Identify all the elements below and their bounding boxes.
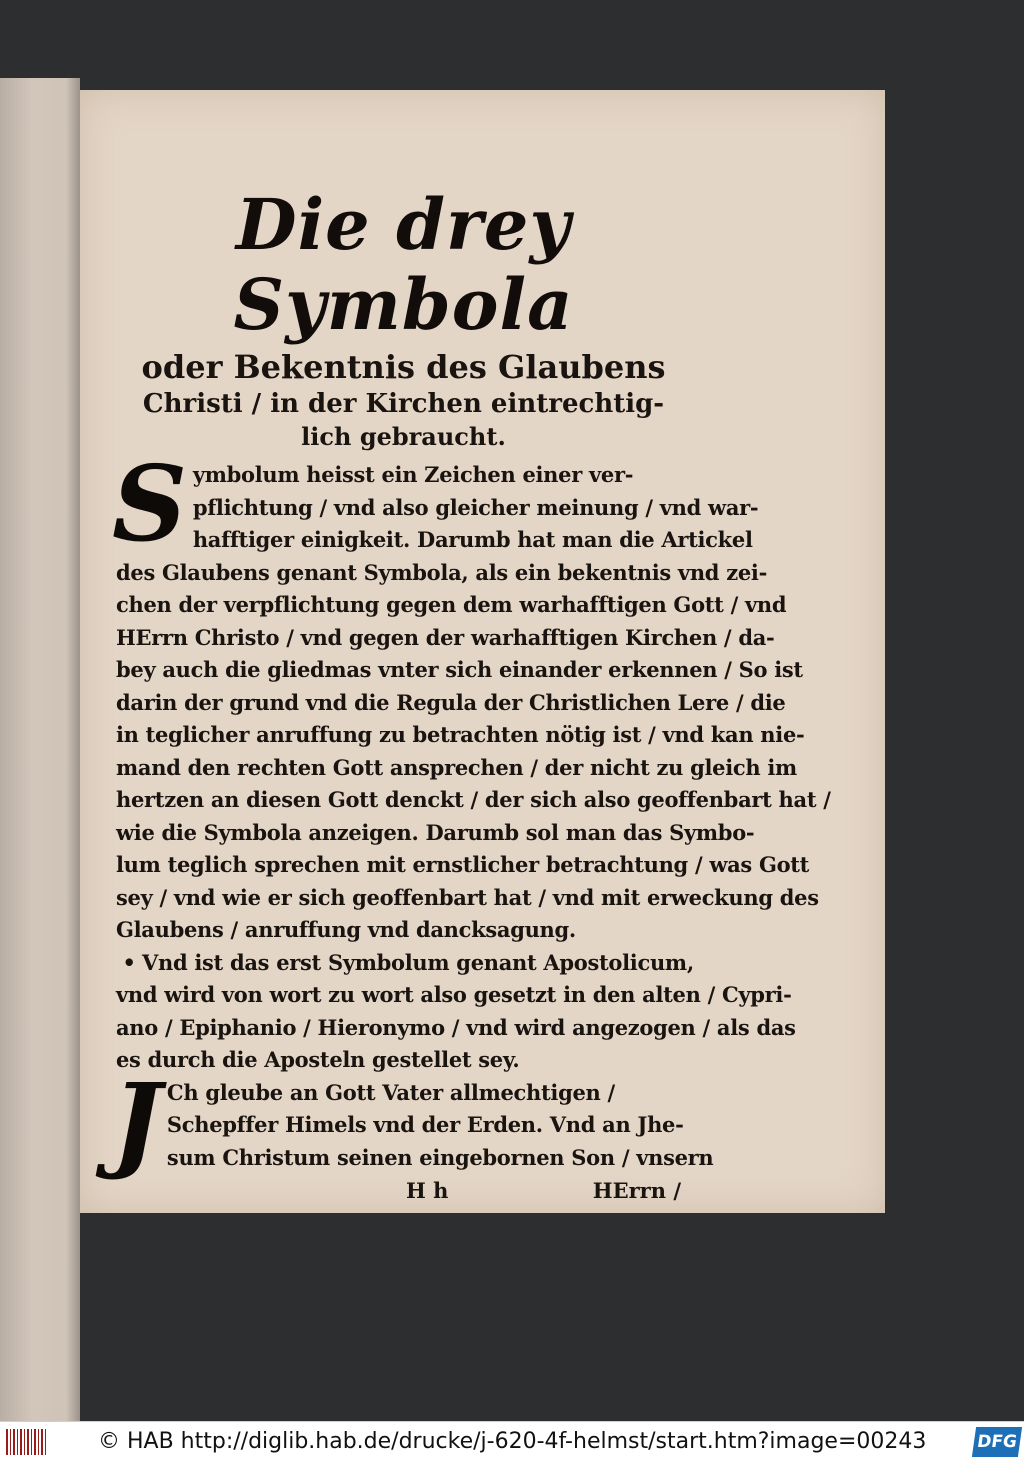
text-line: sey / vnd wie er sich geoffenbart hat / vnd mit erweckung des [116, 884, 819, 910]
drop-cap-s: S [112, 442, 187, 565]
text-line: vnd wird von wort zu wort also gesetzt in den alten / Cypri- [116, 982, 792, 1007]
subtitle-line-2: Christi / in der Kirchen eintrechtig- [142, 389, 665, 419]
text-line: pflichtung / vnd also gleicher meinung / vnd war- [192, 494, 759, 520]
subtitle-line-1: oder Bekentnis des Glaubens [141, 348, 666, 386]
text-line-body: Vnd ist das erst Symbolum genant Apostolicum, [142, 949, 694, 975]
text-line: hafftiger einigkeit. Darumb hat man die Artickel [192, 527, 753, 552]
text-line: chen der verpflichtung gegen dem warhafftigen Gott / vnd [116, 592, 787, 617]
page-text-block [112, 183, 831, 1206]
text-line: Schepffer Himels vnd der Erden. Vnd an Jhe- [166, 1112, 684, 1137]
text-line: wie die Symbola anzeigen. Darumb sol man das Symbo- [116, 819, 755, 845]
viewer-footer [0, 1421, 1024, 1462]
subtitle-line-3: lich gebraucht. [301, 422, 506, 451]
signature-mark: H h [406, 1178, 449, 1203]
text-line: bey auch die gliedmas vnter sich einander erkennen / So ist [116, 657, 803, 682]
copyright-url[interactable]: © HAB http://diglib.hab.de/drucke/j-620-4f-helmst/start.htm?image=00243 [98, 1429, 927, 1454]
book-page [80, 90, 885, 1213]
catchword: HErrn / [592, 1178, 681, 1203]
text-line: mand den rechten Gott ansprechen / der nicht zu gleich im [116, 754, 797, 780]
previous-page-edge [0, 78, 80, 1421]
text-line: in teglicher anruffung zu betrachten nötig ist / vnd kan nie- [116, 722, 805, 747]
page-footer-marks [116, 1176, 691, 1206]
drop-cap-j: J [112, 1059, 161, 1183]
text-line: hertzen an diesen Gott denckt / der sich also geoffenbart hat / [116, 787, 831, 812]
paragraph-apostolicum [116, 947, 796, 1077]
hab-barcode-logo-icon [6, 1429, 48, 1455]
page-title: Die drey Symbola [233, 183, 574, 346]
page-gutter-shadow [66, 78, 80, 1421]
dfg-logo: DFG [972, 1427, 1022, 1457]
text-line: darin der grund vnd die Regula der Christlichen Lere / die [116, 689, 786, 715]
text-line: des Glaubens genant Symbola, als ein bekentnis vnd zei- [116, 559, 767, 585]
text-line: ano / Epiphanio / Hieronymo / vnd wird angezogen / als das [116, 1014, 796, 1040]
text-line: lum teglich sprechen mit ernstlicher betrachtung / was Gott [116, 852, 810, 877]
text-line: ymbolum heisst ein Zeichen einer ver- [192, 462, 634, 487]
text-line: Glaubens / anruffung vnd dancksagung. [116, 917, 576, 942]
paragraph-symbolum [112, 442, 831, 947]
bullet-mark: • [122, 949, 136, 975]
text-line: sum Christum seinen eingebornen Son / vnsern [166, 1144, 714, 1170]
text-line [116, 947, 694, 980]
text-line: HErrn Christo / vnd gegen der warhafftigen Kirchen / da- [116, 624, 775, 650]
text-line: es durch die Aposteln gestellet sey. [116, 1047, 520, 1072]
text-line: Ch gleube an Gott Vater allmechtigen / [166, 1079, 615, 1105]
